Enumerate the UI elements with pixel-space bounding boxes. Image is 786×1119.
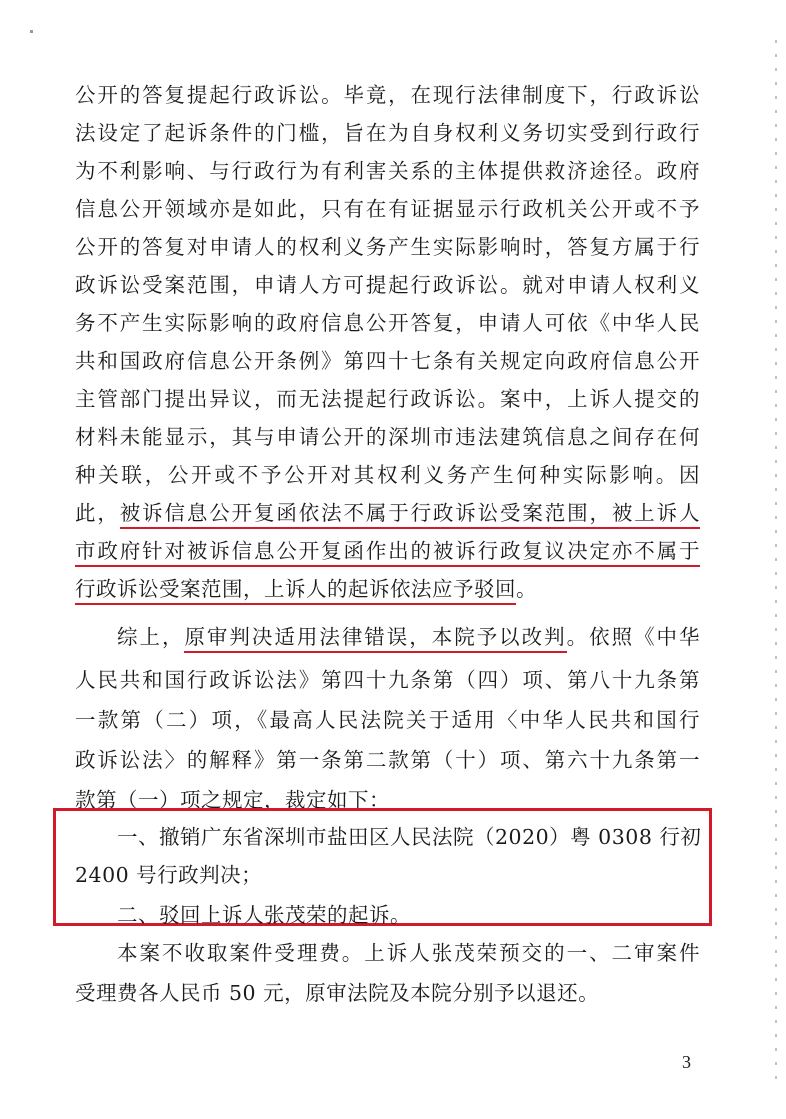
text-line-highlighted [117, 622, 700, 652]
text-segment: 。依照《中华 [566, 625, 701, 649]
binding-margin-marks [775, 40, 777, 1090]
text-line: 政诉讼受案范围，申请人方可提起行政诉讼。就对申请人权利义 [75, 273, 700, 297]
text-line: 为不利影响、与行政行为有利害关系的主体提供救济途径。政府 [75, 159, 700, 183]
text-line: 受理费各人民币 50 元，原审法院及本院分别予以退还。 [75, 981, 600, 1005]
red-underline-span: 行政诉讼受案范围，上诉人的起诉依法应予驳回 [75, 577, 516, 605]
text-line: 共和国政府信息公开条例》第四十七条有关规定向政府信息公开 [75, 349, 700, 373]
ruling-item-1-cont: 2400 号行政判决； [75, 863, 263, 887]
text-segment: 综上， [117, 625, 185, 649]
text-line: 一款第（二）项，《最高人民法院关于适用〈中华人民共和国行 [75, 708, 700, 732]
text-segment: 。 [516, 577, 537, 601]
ruling-item-1: 一、撤销广东省深圳市盐田区人民法院（2020）粤 0308 行初 [117, 825, 702, 849]
text-line: 材料未能显示，其与申请公开的深圳市违法建筑信息之间存在何 [75, 425, 700, 449]
text-segment: 此， [75, 501, 120, 525]
text-line: 务不产生实际影响的政府信息公开答复，申请人可依《中华人民 [75, 311, 700, 335]
page-number: 3 [682, 1052, 691, 1072]
text-line-highlighted [75, 498, 700, 528]
text-line: 本案不收取案件受理费。上诉人张茂荣预交的一、二审案件 [117, 941, 700, 965]
text-line-highlighted [75, 574, 537, 604]
text-line: 公开的答复提起行政诉讼。毕竟，在现行法律制度下，行政诉讼 [75, 83, 700, 107]
text-line: 信息公开领域亦是如此，只有在有证据显示行政机关公开或不予 [75, 197, 700, 221]
red-underline-span: 被诉信息公开复函依法不属于行政诉讼受案范围，被上诉人 [120, 501, 700, 529]
text-line-highlighted [75, 536, 700, 566]
text-line: 款第（一）项之规定，裁定如下： [75, 788, 390, 812]
text-line: 公开的答复对申请人的权利义务产生实际影响时，答复方属于行 [75, 235, 700, 259]
text-line: 法设定了起诉条件的门槛，旨在为自身权利义务切实受到行政行 [75, 121, 700, 145]
text-line: 主管部门提出异议，而无法提起行政诉讼。案中，上诉人提交的 [75, 387, 700, 411]
text-line: 人民共和国行政诉讼法》第四十九条第（四）项、第八十九条第 [75, 668, 700, 692]
red-underline-span: 原审判决适用法律错误，本院予以改判 [184, 625, 566, 653]
red-underline-span: 市政府针对被诉信息公开复函作出的被诉行政复议决定亦不属于 [75, 539, 700, 567]
scan-mark [30, 30, 33, 33]
text-line: 种关联，公开或不予公开对其权利义务产生何种实际影响。因 [75, 463, 700, 487]
ruling-item-2: 二、驳回上诉人张茂荣的起诉。 [117, 903, 411, 927]
text-line: 政诉讼法〉的解释》第一条第二款第（十）项、第六十九条第一 [75, 748, 700, 772]
